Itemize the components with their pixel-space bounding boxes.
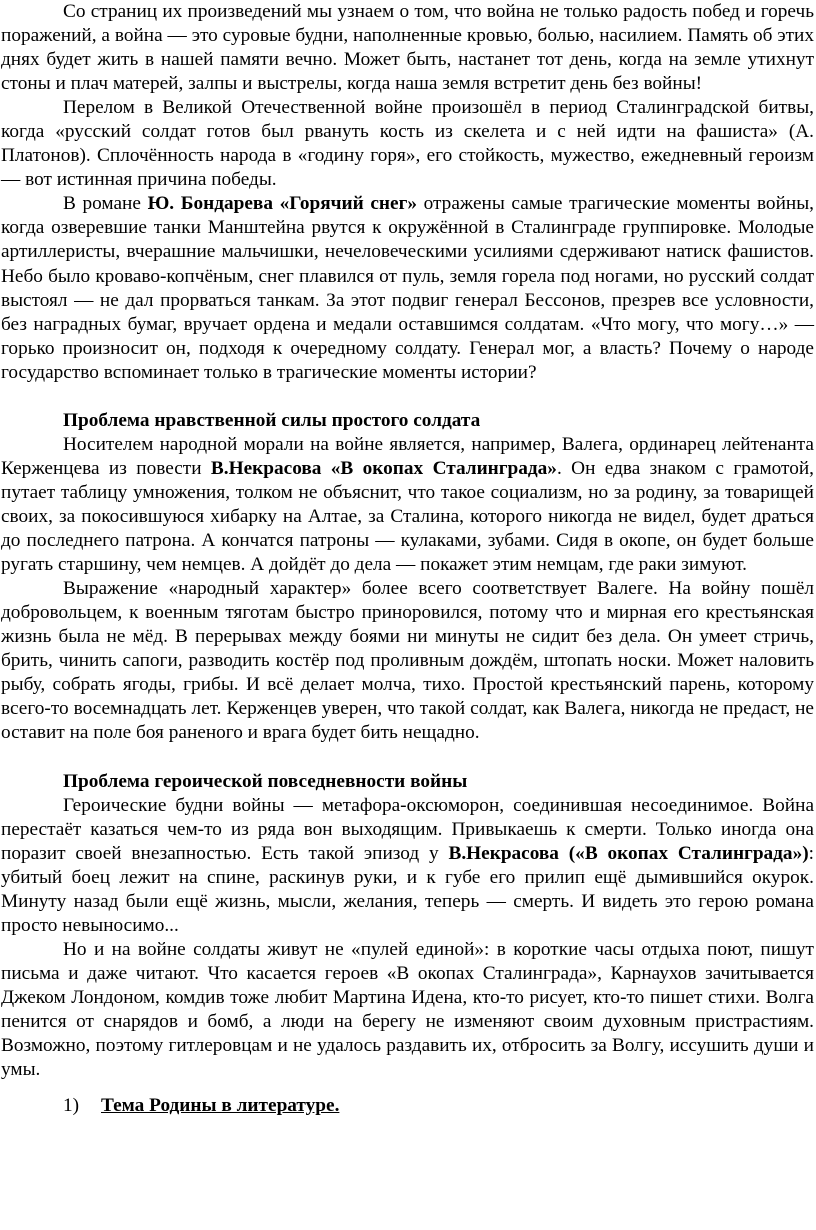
paragraph-text: Носителем народной морали на войне является, например, Валега, ординарец лейтенанта Керженцева из повести xyxy=(1,433,814,479)
paragraph-heroic-everyday xyxy=(1,794,814,938)
book-reference: В.Некрасова («В окопах Сталинграда») xyxy=(448,842,809,864)
paragraph-stalingrad-turning-point: Перелом в Великой Отечественной войне произошёл в период Сталинградской битвы, когда «русский солдат готов был рвануть кость из скелета и с ней идти на фашиста» (А. Платонов). Сплочённость народа в «годину горя», его стойкость, мужество, ежедневный героизм — вот истинная причина победы. xyxy=(1,97,814,191)
paragraph-text: . Он едва знаком с грамотой, путает таблицу умножения, толком не объяснит, что такое социализм, но за родину, за товарищей своих, за покосившуюся хибарку на Алтае, за Сталина, которого никогда не видел, будет драться до последнего патрона. А кончатся патроны — кулаками, зубами. Сидя в окопе, он будет больше ругать старшину, чем немцев. А дойдёт до дела — покажет этим немцам, где раки зимуют. xyxy=(1,457,814,576)
list-item-title: Тема Родины в литературе. xyxy=(101,1095,340,1117)
paragraph-hot-snow xyxy=(1,192,814,384)
list-number: 1) xyxy=(63,1095,80,1117)
list-item-homeland-theme xyxy=(1,1094,814,1118)
section-heading-moral-strength: Проблема нравственной силы простого солдата xyxy=(63,409,481,431)
paragraph-soldiers-life: Но и на войне солдаты живут не «пулей единой»: в короткие часы отдыха поют, пишут письма и даже читают. Что касается героев «В окопах Сталинграда», Карнаухов зачитывается Джеком Лондоном, комдив тоже любит Мартина Идена, кто-то рисует, кто-то пишет стихи. Волга пенится от снарядов и бомб, а люди на берегу не изменяют своим духовным пристрастиям. Возможно, поэтому гитлеровцам и не удалось раздавить их, отбросить за Волгу, иссушить души и умы. xyxy=(1,938,814,1081)
paragraph-text: : убитый боец лежит на спине, раскинув руки, и к губе его прилип ещё дымившийся окурок. Минуту назад были ещё жизнь, мысли, желания, теперь — смерть. И видеть это герою романа просто невыносимо... xyxy=(1,842,814,936)
book-reference: В.Некрасова «В окопах Сталинграда» xyxy=(210,457,557,479)
paragraph-war-memory: Со страниц их произведений мы узнаем о том, что война не только радость побед и горечь поражений, а война — это суровые будни, наполненные кровью, болью, насилием. Память об этих днях будет жить в нашей памяти вечно. Может быть, настанет тот день, когда на земле утихнут стоны и плач матерей, залпы и выстрелы, когда наша земля встретит день без войны! xyxy=(1,1,814,95)
spacer xyxy=(1,385,814,409)
paragraph-valega xyxy=(1,433,814,577)
paragraph-text: В романе xyxy=(63,193,148,215)
paragraph-text: Героические будни войны — метафора-оксюморон, соединившая несоединимое. Война перестаёт казаться чем-то из ряда вон выходящим. Привыкаешь к смерти. Только иногда она поразит своей внезапностью. Есть такой эпизод у xyxy=(1,794,814,864)
section-heading-heroic-everyday: Проблема героической повседневности войны xyxy=(63,770,468,792)
spacer xyxy=(1,745,814,769)
book-reference: Ю. Бондарева «Горячий снег» xyxy=(147,193,417,215)
paragraph-text: отражены самые трагические моменты войны, когда озверевшие танки Манштейна рвутся к окружённой в Сталинграде группировке. Молодые артиллеристы, вчерашние мальчишки, нечеловеческими усилиями сдерживают натиск фашистов. Небо было кроваво-копчёным, снег плавился от пуль, земля горела под ногами, но русский солдат выстоял — не дал прорваться танкам. За этот подвиг генерал Бессонов, презрев все условности, без наградных бумаг, вручает ордена и медали оставшимся солдатам. «Что могу, что могу…» — горько произносит он, подходя к очередному солдату. Генерал мог, а власть? Почему о народе государство вспоминает только в трагические моменты истории? xyxy=(1,193,814,383)
paragraph-national-character: Выражение «народный характер» более всего соответствует Валеге. На войну пошёл добровольцем, к военным тяготам быстро приноровился, потому что и мирная его крестьянская жизнь была не мёд. В перерывах между боями ни минуты не сидит без дела. Он умеет стричь, брить, чинить сапоги, разводить костёр под проливным дождём, штопать носки. Может наловить рыбу, собрать ягоды, грибы. И всё делает молча, тихо. Простой крестьянский парень, которому всего-то восемнадцать лет. Керженцев уверен, что такой солдат, как Валега, никогда не предаст, не оставит на поле боя раненого и врага будет бить нещадно. xyxy=(1,578,814,744)
